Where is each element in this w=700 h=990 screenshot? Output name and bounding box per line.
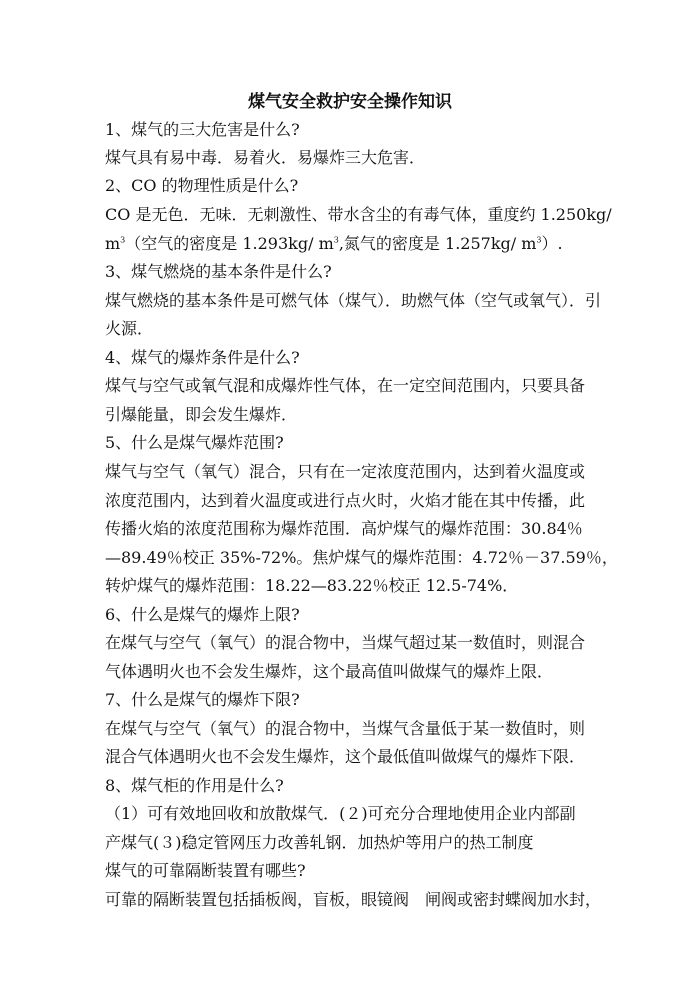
answer-7-line-2: 混合气体遇明火也不会发生爆炸，这个最低值叫做煤气的爆炸下限． <box>105 747 586 766</box>
superscript-3: 3 <box>536 235 542 245</box>
question-8: 8、煤气柜的作用是什么? <box>105 776 284 795</box>
question-7: 7、什么是煤气的爆炸下限? <box>105 690 300 709</box>
answer-8-line-2: 产煤气(３)稳定管网压力改善轧钢．加热炉等用户的热工制度 <box>105 833 534 852</box>
question-3: 3、煤气燃烧的基本条件是什么? <box>105 262 332 281</box>
superscript-3: 3 <box>120 235 126 245</box>
answer-5-line-2: 浓度范围内，达到着火温度或进行点火时，火焰才能在其中传播，此 <box>105 491 586 510</box>
answer-1: 煤气具有易中毒．易着火．易爆炸三大危害． <box>105 148 426 167</box>
nitrogen-density-text: ,氮气的密度是 1.257kg/ m <box>338 234 537 253</box>
answer-4-line-2: 引爆能量，即会发生爆炸． <box>105 405 298 424</box>
answer-7-line-1: 在煤气与空气（氧气）的混合物中，当煤气含量低于某一数值时，则 <box>105 719 586 738</box>
closing-paren: ）. <box>541 234 563 253</box>
question-9: 煤气的可靠隔断装置有哪些? <box>105 861 306 880</box>
answer-6-line-1: 在煤气与空气（氧气）的混合物中，当煤气超过某一数值时，则混合 <box>105 633 586 652</box>
question-6: 6、什么是煤气的爆炸上限? <box>105 605 300 624</box>
answer-5-line-3: 传播火焰的浓度范围称为爆炸范围．高炉煤气的爆炸范围：30.84％ <box>105 519 583 538</box>
answer-5-line-5: 转炉煤气的爆炸范围：18.22—83.22％校正 12.5-74%． <box>105 576 519 595</box>
answer-3-line-1: 煤气燃烧的基本条件是可燃气体（煤气）．助燃气体（空气或氧气）．引 <box>105 291 602 310</box>
air-density-text: （空气的密度是 1.293kg/ m <box>125 234 334 253</box>
question-1: 1、煤气的三大危害是什么? <box>105 120 300 139</box>
answer-5-line-1: 煤气与空气（氧气）混合，只有在一定浓度范围内，达到着火温度或 <box>105 462 586 481</box>
answer-2-line-2 <box>105 232 605 256</box>
question-5: 5、什么是煤气爆炸范围? <box>105 433 284 452</box>
answer-2-line-1: CO 是无色．无味．无刺激性、带水含尘的有毒气体，重度约 1.250kg/ <box>105 205 612 224</box>
answer-9-line-1: 可靠的隔断装置包括插板阀，盲板，眼镜阀 闸阀或密封蝶阀加水封， <box>105 890 602 909</box>
answer-6-line-2: 气体遇明火也不会发生爆炸，这个最高值叫做煤气的爆炸上限． <box>105 662 554 681</box>
answer-3-line-2: 火源． <box>105 319 154 338</box>
question-4: 4、煤气的爆炸条件是什么? <box>105 348 300 367</box>
unit-m: m <box>105 234 121 253</box>
answer-4-line-1: 煤气与空气或氧气混和成爆炸性气体，在一定空间范围内，只要具备 <box>105 376 586 395</box>
answer-5-line-4: —89.49％校正 35%-72%。焦炉煤气的爆炸范围：4.72％－37.59％， <box>105 548 618 567</box>
page-title: 煤气安全救护安全操作知识 <box>248 92 452 112</box>
question-2: 2、CO 的物理性质是什么? <box>105 176 299 195</box>
answer-8-line-1: （1）可有效地回收和放散煤气．(２)可充分合理地使用企业内部副 <box>105 804 576 823</box>
superscript-3: 3 <box>333 235 339 245</box>
